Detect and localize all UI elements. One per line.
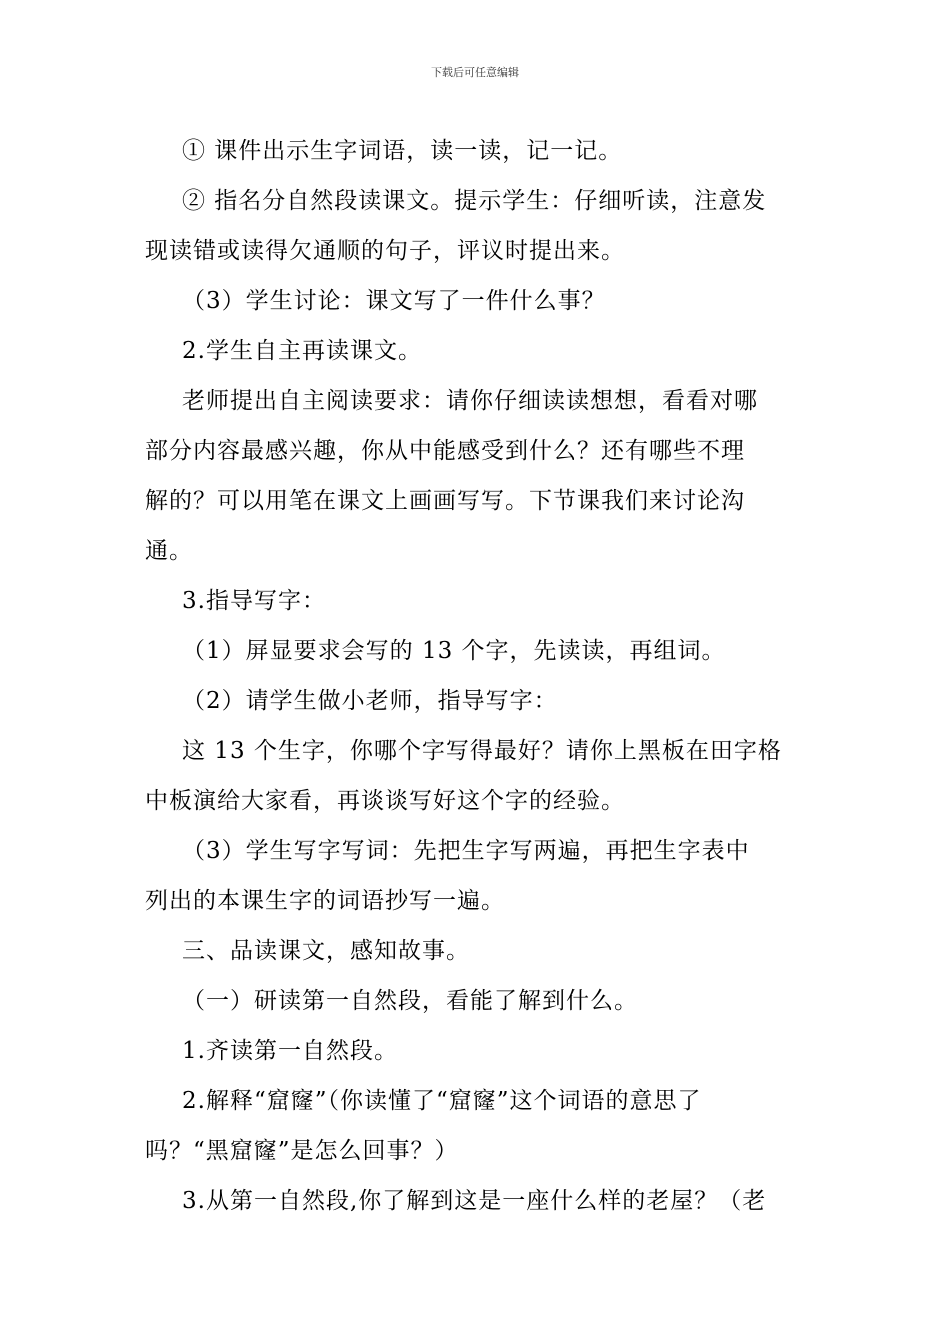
text-line-17: 三、品读课文，感知故事。 bbox=[182, 938, 470, 964]
header-note: 下载后可任意编辑 bbox=[431, 66, 519, 79]
text-line-4: （3）学生讨论：课文写了一件什么事？ bbox=[182, 288, 606, 314]
text-line-13: 这 13 个生字，你哪个字写得最好？请你上黑板在田字格 bbox=[182, 738, 782, 764]
text-line-2: ② 指名分自然段读课文。提示学生：仔细听读，注意发 bbox=[182, 188, 767, 214]
text-line-11: （1）屏显要求会写的 13 个字，先读读，再组词。 bbox=[182, 638, 726, 664]
text-line-5: 2.学生自主再读课文。 bbox=[182, 338, 422, 364]
text-line-7: 部分内容最感兴趣，你从中能感受到什么？还有哪些不理 bbox=[145, 438, 745, 464]
text-line-10: 3.指导写字： bbox=[182, 588, 326, 614]
text-line-6: 老师提出自主阅读要求：请你仔细读读想想，看看对哪 bbox=[182, 388, 758, 414]
text-line-21: 吗？“黑窟窿”是怎么回事？） bbox=[145, 1138, 459, 1164]
text-line-22: 3.从第一自然段,你了解到这是一座什么样的老屋？（老 bbox=[182, 1188, 767, 1214]
text-line-9: 通。 bbox=[145, 538, 193, 564]
text-line-20: 2.解释“窟窿”（你读懂了“窟窿”这个词语的意思了 bbox=[182, 1088, 702, 1114]
text-line-16: 列出的本课生字的词语抄写一遍。 bbox=[145, 888, 505, 914]
text-line-8: 解的？可以用笔在课文上画画写写。下节课我们来讨论沟 bbox=[145, 488, 745, 514]
text-line-15: （3）学生写字写词：先把生字写两遍，再把生字表中 bbox=[182, 838, 750, 864]
document-body bbox=[145, 126, 805, 1226]
text-line-14: 中板演给大家看，再谈谈写好这个字的经验。 bbox=[145, 788, 625, 814]
text-line-18: （一）研读第一自然段，看能了解到什么。 bbox=[182, 988, 638, 1014]
text-line-1: ① 课件出示生字词语，读一读，记一记。 bbox=[182, 138, 623, 164]
text-line-19: 1.齐读第一自然段。 bbox=[182, 1038, 398, 1064]
text-line-3: 现读错或读得欠通顺的句子，评议时提出来。 bbox=[145, 238, 625, 264]
text-line-12: （2）请学生做小老师，指导写字： bbox=[182, 688, 558, 714]
